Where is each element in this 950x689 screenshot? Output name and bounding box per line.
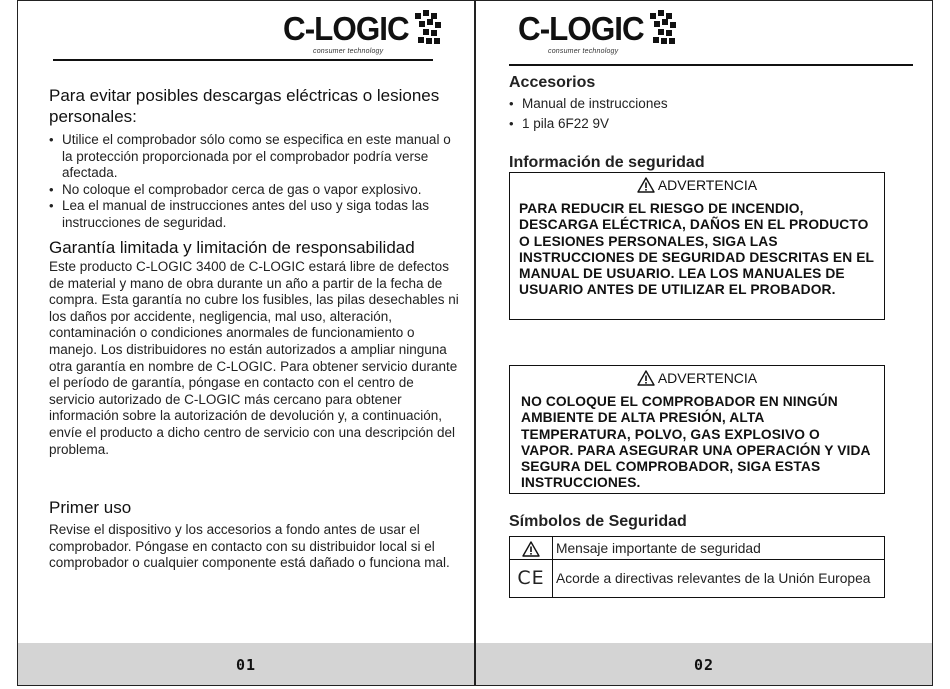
warning-triangle-icon [522, 541, 540, 557]
table-cell [510, 537, 553, 560]
warranty-text: Este producto C-LOGIC 3400 de C-LOGIC estará libre de defectos de material y mano de obra durante un año a partir de la fecha de compra. Esta garantía no cubre los fusibles, las pilas desechables ni los daños por accidente, negligencia, mal uso, alteración, contaminación o condiciones anormales de funcionamiento o manejo. Los distribuidores no están autorizados a ampliar ninguna otra garantía en nombre de C-LOGIC. Para obtener servicio durante el período de garantía, póngase en contacto con el centro de servicio autorizado de C-LOGIC más cercano para obtener información sobre la autorización de devolución y, a continuación, envíe el producto a dicho centro de servicio con una descripción del problema. [49, 259, 459, 457]
first-use-text: Revise el dispositivo y los accesorios a fondo antes de usar el comprobador. Póngase en contacto con su distribuidor local si el comprobador o cualquier componente está dañado o funciona mal. [49, 522, 450, 571]
brand-logo [283, 9, 443, 63]
logo-mark-icon [413, 7, 443, 53]
list-item: • Lea el manual de instrucciones antes del uso y siga todas las instrucciones de seguridad. [49, 198, 461, 231]
page-right [475, 0, 933, 686]
warning-title [510, 369, 884, 387]
brand-name: C-LOGIC [518, 10, 644, 47]
warning-title-text: ADVERTENCIA [657, 370, 758, 386]
section-first-use [49, 497, 461, 572]
warning-triangle-icon [637, 370, 655, 386]
ce-mark-icon: CE [517, 566, 545, 589]
brand-tagline: consumer technology [548, 48, 619, 55]
symbols-table [509, 536, 885, 598]
table-row [510, 560, 885, 598]
section-warranty [49, 237, 461, 458]
brand-tagline: consumer technology [313, 48, 384, 55]
header-rule [509, 64, 913, 66]
page-left [17, 0, 475, 686]
page-number: 01 [235, 656, 257, 674]
page-footer [18, 643, 474, 685]
table-cell: Acorde a directivas relevantes de la Unión Europea [553, 560, 885, 598]
list-item: • 1 pila 6F22 9V [509, 114, 889, 134]
warning-box-2 [509, 365, 885, 494]
page-number: 02 [693, 656, 715, 674]
accessories-list [509, 94, 889, 134]
safety-bullet-list [49, 132, 461, 232]
list-item: • Manual de instrucciones [509, 94, 889, 114]
warning-triangle-icon [637, 177, 655, 193]
list-item: • Utilice el comprobador sólo como se especifica en este manual o la protección proporcionada por el comprobador podría verse afectada. [49, 132, 461, 182]
section-accessories [509, 73, 889, 134]
warning-text: PARA REDUCIR EL RIESGO DE INCENDIO, DESCARGA ELÉCTRICA, DAÑOS EN EL PRODUCTO O LESIONES PERSONALES, SIGA LAS INSTRUCCIONES DE SEGURIDAD DESCRITAS EN EL MANUAL DE USUARIO. LEA LOS MANUALES DE USUARIO ANTES DE UTILIZAR EL PROBADOR. [519, 201, 874, 298]
logo-mark-icon [648, 7, 678, 53]
warning-text: NO COLOQUE EL COMPROBADOR EN NINGÚN AMBIENTE DE ALTA PRESIÓN, ALTA TEMPERATURA, POLVO, GAS EXPLOSIVO O VAPOR. PARA ASEGURAR UNA OPERACIÓN Y VIDA SEGURA DEL COMPROBADOR, SIGA ESTAS INSTRUCCIONES. [521, 394, 871, 491]
warning-box-1 [509, 172, 885, 320]
section-heading: Símbolos de Seguridad [509, 513, 687, 530]
section-heading: Accesorios [509, 74, 596, 91]
symbols-table-wrap [509, 536, 885, 598]
header-rule [53, 59, 433, 61]
table-row [510, 537, 885, 560]
warning-title [510, 176, 884, 194]
section-heading: Para evitar posibles descargas eléctricas o lesiones personales: [49, 86, 440, 126]
section-heading: Primer uso [49, 498, 132, 517]
table-cell [510, 560, 553, 598]
warning-title-text: ADVERTENCIA [657, 177, 758, 193]
section-safety-symbols [509, 512, 889, 532]
section-heading: Garantía limitada y limitación de responsabilidad [49, 238, 415, 257]
table-cell: Mensaje importante de seguridad [553, 537, 885, 560]
page-footer [476, 643, 932, 685]
brand-name: C-LOGIC [283, 10, 409, 47]
section-safety-info [509, 153, 889, 173]
brand-logo [518, 9, 678, 63]
list-item: • No coloque el comprobador cerca de gas o vapor explosivo. [49, 182, 461, 199]
section-heading: Información de seguridad [509, 154, 705, 171]
section-electric-safety [49, 85, 461, 232]
